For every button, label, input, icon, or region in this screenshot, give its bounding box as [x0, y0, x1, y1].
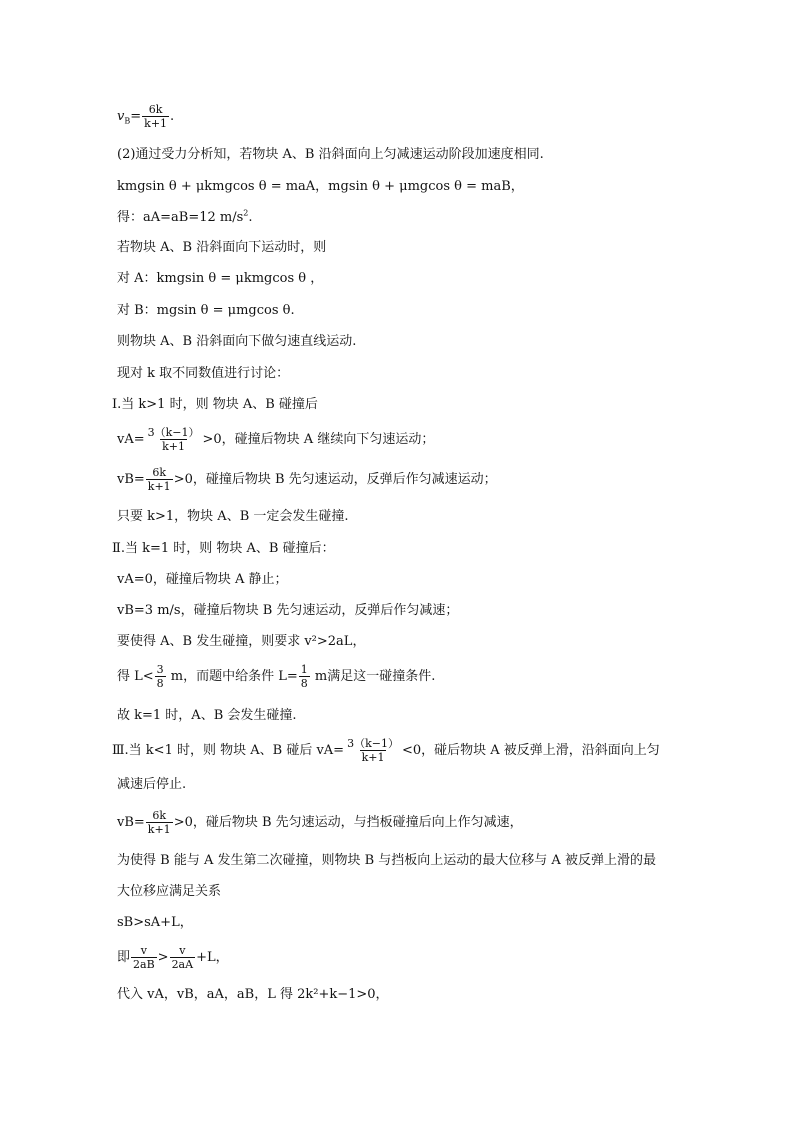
text: . — [170, 109, 175, 124]
text: 即 — [117, 950, 131, 965]
text: Ⅲ.当 k<1 时，则 物块 A、B 碰后 vA= — [112, 743, 345, 758]
paragraph: 只要 k>1，物块 A、B 一定会发生碰撞. — [117, 509, 349, 524]
denominator: 2aA — [171, 958, 194, 971]
numerator: 6k — [152, 466, 167, 479]
paragraph: 要使得 A、B 发生碰撞，则要求 v²>2aL， — [117, 634, 366, 649]
paragraph: 则物块 A、B 沿斜面向下做匀速直线运动. — [117, 334, 357, 349]
denominator: k+1 — [144, 117, 168, 130]
text: vA= — [117, 432, 145, 447]
text: >0，碰撞后物块 A 继续向下匀速运动； — [202, 432, 435, 447]
fraction — [146, 466, 173, 493]
fraction — [146, 426, 202, 453]
text: 得：aA=aB=12 m/s — [117, 210, 244, 225]
paragraph: 为使得 B 能与 A 发生第二次碰撞，则物块 B 与挡板向上运动的最大位移与 A 被反弹上滑的最 — [117, 853, 656, 868]
denominator: k+1 — [147, 823, 171, 836]
text: vB= — [117, 815, 145, 830]
numerator: 3（k−1） — [347, 737, 399, 750]
equation — [117, 944, 229, 971]
denominator: 8 — [156, 677, 164, 690]
case-heading: Ⅱ.当 k=1 时，则 物块 A、B 碰撞后： — [112, 541, 335, 556]
case-heading: Ⅰ.当 k>1 时，则 物块 A、B 碰撞后 — [112, 397, 318, 412]
text: > — [157, 950, 169, 965]
text: . — [248, 210, 253, 225]
denominator: 2aB — [133, 958, 155, 971]
numerator: 1 — [300, 663, 308, 676]
text: m满足这一碰撞条件. — [310, 669, 436, 684]
equation: vB=3 m/s，碰撞后物块 B 先匀速运动，反弹后作匀减速； — [117, 603, 459, 618]
text: 得 L< — [117, 669, 154, 684]
paragraph: (2)通过受力分析知，若物块 A、B 沿斜面向上匀减速运动阶段加速度相同. — [117, 147, 544, 162]
eq-vb-result — [117, 103, 174, 130]
denominator: 8 — [300, 677, 308, 690]
equation: kmgsin θ + μkmgcos θ = maA，mgsin θ + μmgcos θ = maB， — [117, 179, 524, 194]
numerator: 3 — [156, 663, 164, 676]
equation: 代入 vA，vB，aA，aB，L 得 2k²+k−1>0， — [117, 987, 389, 1002]
text: v — [117, 109, 125, 124]
text: 2 — [243, 208, 249, 218]
fraction — [155, 663, 166, 690]
case-heading — [112, 737, 660, 764]
equation: 对 A：kmgsin θ = μkmgcos θ ， — [117, 271, 324, 286]
denominator: k+1 — [162, 440, 186, 453]
denominator: k+1 — [147, 480, 171, 493]
numerator: 3（k−1） — [147, 426, 200, 439]
denominator: k+1 — [361, 751, 385, 764]
fraction — [142, 103, 169, 130]
text: m，而题中给条件 L= — [166, 669, 298, 684]
numerator: v — [179, 944, 186, 957]
text: <0，碰后物块 A 被反弹上滑，沿斜面向上匀 — [401, 743, 660, 758]
equation: 对 B：mgsin θ = μmgcos θ. — [117, 303, 295, 318]
text: +L， — [196, 950, 229, 965]
equation: vA=0，碰撞后物块 A 静止； — [117, 572, 288, 587]
numerator: 6k — [152, 809, 167, 822]
equation — [117, 466, 497, 493]
paragraph: 故 k=1 时，A、B 会发生碰撞. — [117, 708, 297, 723]
fraction — [299, 663, 310, 690]
paragraph: 减速后停止. — [117, 777, 187, 792]
fraction — [345, 737, 401, 764]
equation: sB>sA+L， — [117, 915, 193, 930]
fraction — [146, 809, 173, 836]
equation — [117, 663, 435, 690]
text: >0，碰撞后物块 B 先匀速运动，反弹后作匀减速运动； — [173, 472, 497, 487]
text: vB= — [117, 472, 145, 487]
numerator: v — [140, 944, 147, 957]
fraction — [170, 944, 196, 971]
equation — [117, 809, 523, 836]
text: = — [130, 109, 142, 124]
equation — [117, 210, 253, 226]
numerator: 6k — [148, 103, 163, 116]
equation — [117, 426, 434, 453]
fraction — [131, 944, 157, 971]
text: B — [124, 116, 131, 126]
text: >0，碰后物块 B 先匀速运动，与挡板碰撞后向上作匀减速， — [173, 815, 523, 830]
paragraph: 若物块 A、B 沿斜面向下运动时，则 — [117, 240, 327, 255]
paragraph: 现对 k 取不同数值进行讨论： — [117, 366, 290, 381]
paragraph: 大位移应满足关系 — [117, 884, 222, 899]
